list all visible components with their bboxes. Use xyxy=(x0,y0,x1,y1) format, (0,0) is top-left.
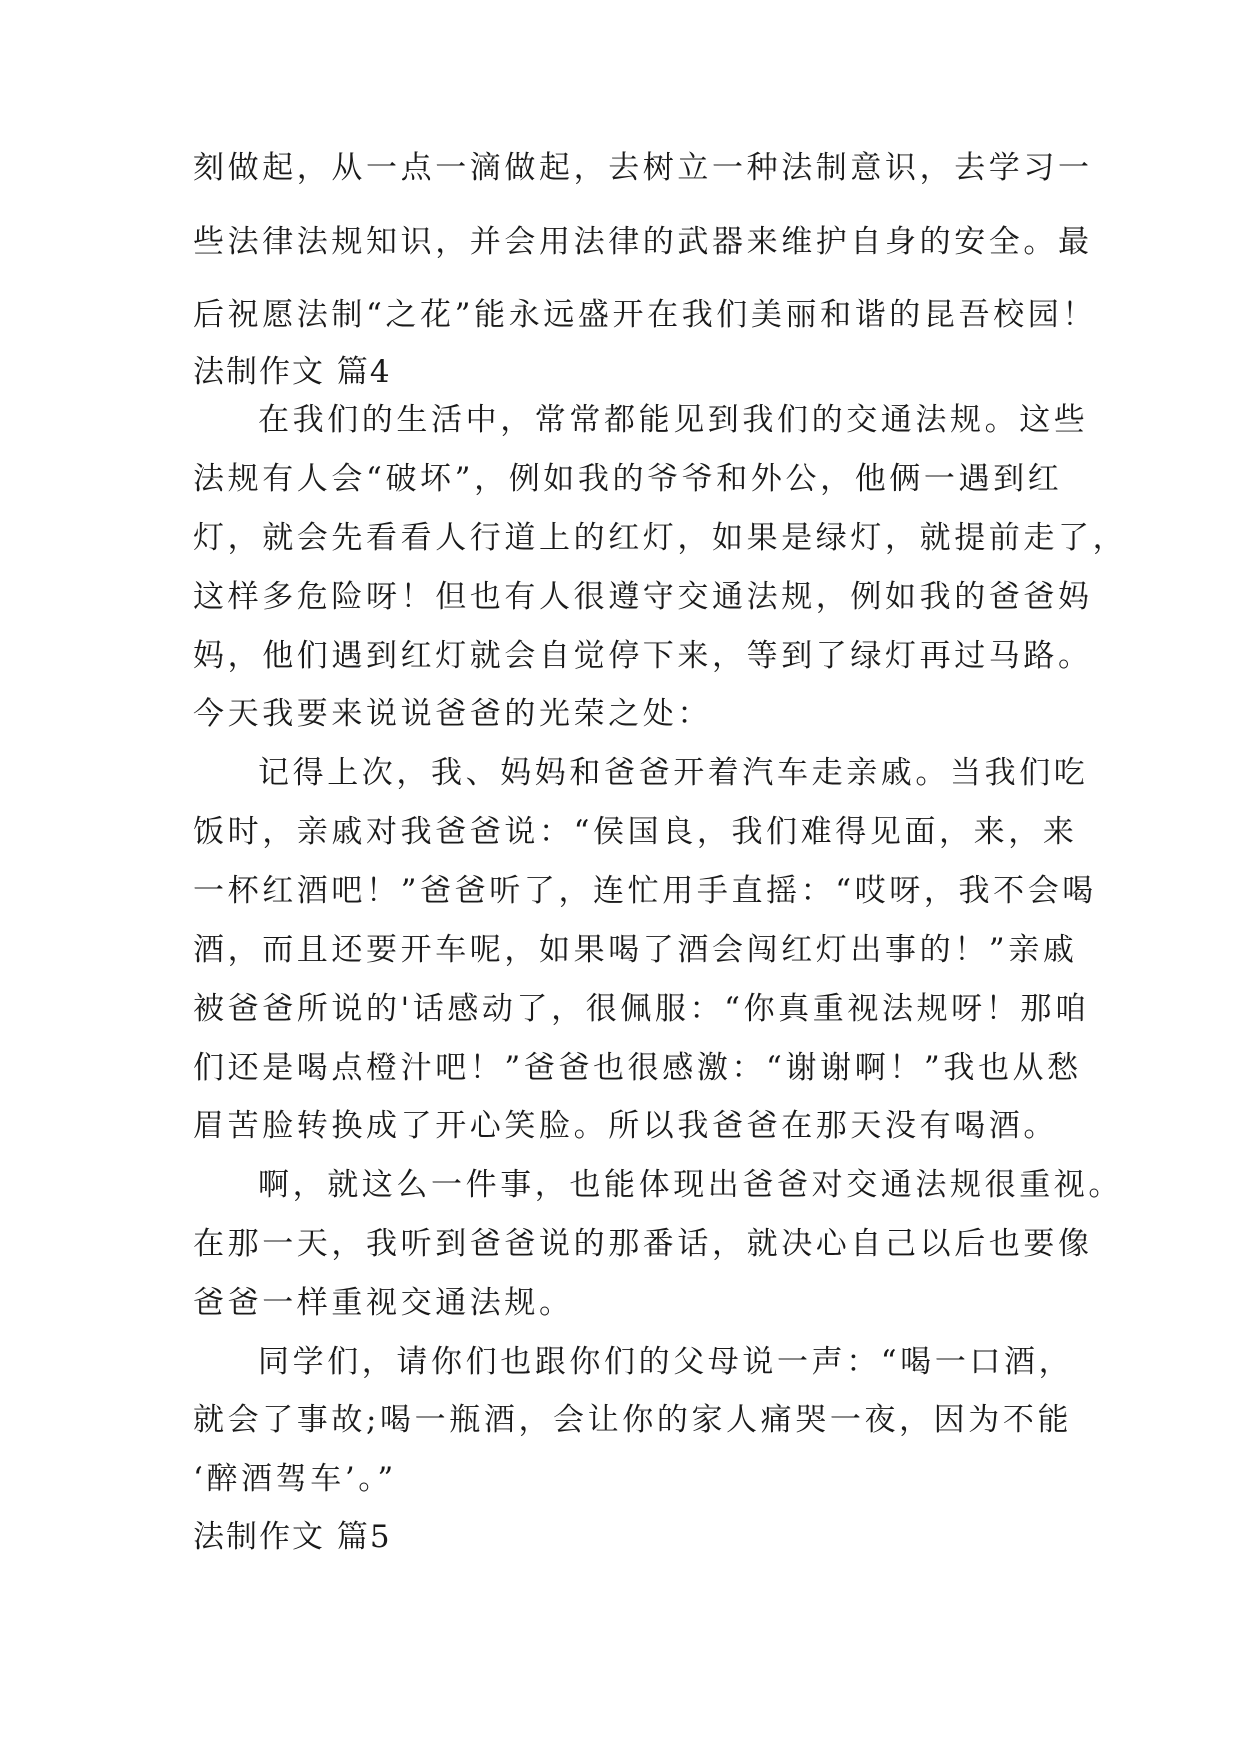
paragraph-line: 些法律法规知识，并会用法律的武器来维护自身的安全。最 xyxy=(193,224,1093,260)
paragraph-line: 后祝愿法制“之花”能永远盛开在我们美丽和谐的昆吾校园！ xyxy=(193,297,1097,333)
paragraph-line: 眉苦脸转换成了开心笑脸。所以我爸爸在那天没有喝酒。 xyxy=(193,1108,1058,1144)
paragraph-line: 灯，就会先看看人行道上的红灯，如果是绿灯，就提前走了， xyxy=(193,520,1128,556)
section-heading-5: 法制作文 篇5 xyxy=(193,1519,392,1555)
paragraph-line: 爸爸一样重视交通法规。 xyxy=(193,1285,574,1321)
paragraph-line: 法规有人会“破坏”，例如我的爷爷和外公，他俩一遇到红 xyxy=(193,461,1063,497)
paragraph-line: ‘醉酒驾车’。” xyxy=(193,1461,397,1497)
paragraph-line: 这样多危险呀！但也有人很遵守交通法规，例如我的爸爸妈 xyxy=(193,579,1093,615)
paragraph-line: 妈，他们遇到红灯就会自觉停下来，等到了绿灯再过马路。 xyxy=(193,638,1093,674)
paragraph-line: 在那一天，我听到爸爸说的那番话，就决心自己以后也要像 xyxy=(193,1226,1093,1262)
paragraph-line: 同学们，请你们也跟你们的父母说一声：“喝一口酒， xyxy=(258,1344,1074,1380)
paragraph-line: 在我们的生活中，常常都能见到我们的交通法规。这些 xyxy=(258,402,1089,438)
paragraph-line: 们还是喝点橙汁吧！”爸爸也很感激：“谢谢啊！”我也从愁 xyxy=(193,1050,1082,1086)
paragraph-line: 今天我要来说说爸爸的光荣之处： xyxy=(193,696,712,732)
section-heading-4: 法制作文 篇4 xyxy=(193,354,392,390)
paragraph-line: 被爸爸所说的'话感动了，很佩服：“你真重视法规呀！那咱 xyxy=(193,991,1090,1027)
paragraph-line: 记得上次，我、妈妈和爸爸开着汽车走亲戚。当我们吃 xyxy=(258,755,1089,791)
paragraph-line: 刻做起，从一点一滴做起，去树立一种法制意识，去学习一 xyxy=(193,150,1093,186)
paragraph-line: 啊，就这么一件事，也能体现出爸爸对交通法规很重视。 xyxy=(258,1167,1123,1203)
paragraph-line: 一杯红酒吧！”爸爸听了，连忙用手直摇：“哎呀，我不会喝 xyxy=(193,873,1097,909)
paragraph-line: 饭时，亲戚对我爸爸说：“侯国良，我们难得见面，来，来 xyxy=(193,814,1078,850)
paragraph-line: 酒，而且还要开车呢，如果喝了酒会闯红灯出事的！”亲戚 xyxy=(193,932,1078,968)
paragraph-line: 就会了事故;喝一瓶酒，会让你的家人痛哭一夜，因为不能 xyxy=(193,1402,1073,1438)
